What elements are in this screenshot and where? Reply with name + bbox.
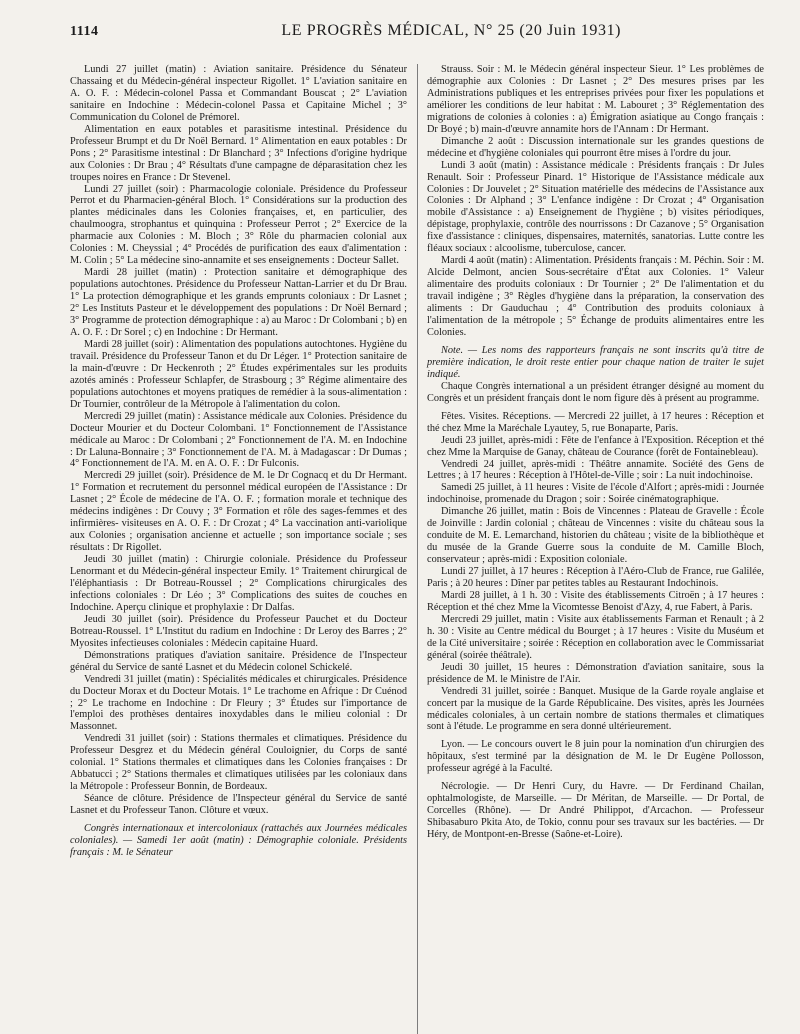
paragraph: Mardi 28 juillet, à 1 h. 30 : Visite des établissements Citroën ; à 17 heures : Réception et thé chez Mme la Vicomtesse Benoist d'Azy, 4, rue Fabert, à Paris.	[427, 589, 764, 613]
paragraph: Note. — Les noms des rapporteurs français ne sont inscrits qu'à titre de première indication, le droit reste entier pour chaque nation de traiter le sujet indiqué.	[427, 344, 764, 380]
paragraph: Nécrologie. — Dr Henri Cury, du Havre. — Dr Ferdinand Chailan, ophtalmologiste, de Marseille. — Dr Méritan, de Marseille. — Dr Portal, de Corcelles (Rhône). — Dr André Philippot, d'Arcachon. — Professeur Shibasaburo Pkita Ato, de Tokio, connu pour ses travaux sur les bactéries. — Dr Héry, de Montpont-en-Bresse (Saône-et-Loire).	[427, 781, 764, 841]
paragraph: Mardi 4 août (matin) : Alimentation. Présidents français : M. Péchin. Soir : M. Alcide Delmont, ancien Sous-secrétaire d'État aux Colonies. 1° Valeur alimentaire des produits coloniaux : Dr Tournier ; 2° De l'alimentation et du travail indigène ; 3° Règles d'hygiène dans la préparation, la conservation des aliments : Dr Gauduchau ; 4° Contribution des produits coloniaux à l'alimentation de la métropole ; 5° Échange de produits alimentaires entre les Colonies.	[427, 255, 764, 338]
paragraph: Jeudi 23 juillet, après-midi : Fête de l'enfance à l'Exposition. Réception et thé chez Mme la Marquise de Ganay, château de Courance (forêt de Fontainebleau).	[427, 434, 764, 458]
paragraph: Jeudi 30 juillet (matin) : Chirurgie coloniale. Présidence du Professeur Lenormant et du Médecin-général inspecteur Emily. 1° Traitement chirurgical de l'éléphantiasis : Dr Botreau-Roussel ; 2° Complications chirurgicales des infections coloniales : Dr Léo ; 3° Complications des suites de couches en Indochine. Aperçu clinique et prophylaxie : Dr Dalfas.	[70, 554, 407, 613]
paragraph: Jeudi 30 juillet, 15 heures : Démonstration d'aviation sanitaire, sous la présidence de M. le Ministre de l'Air.	[427, 661, 764, 685]
paragraph: Lundi 3 août (matin) : Assistance médicale : Présidents français : Dr Jules Renault. Soir : Professeur Pinard. 1° Historique de l'Assistance médicale aux Colonies : Dr Jouvelet ; 2° Situation matérielle des médecins de l'Assistance aux Colonies : Dr Alphand ; 3° L'enfance indigène : Dr Crozat ; 4° Organisation mobile d'Assistance : a) Enseignement de l'hygiène ; b) visites périodiques, dépistage, prophylaxie, contrôle des nourrissons : Dr Cazanove ; 5° Organisation fixe d'assistance : cliniques, dispensaires, maternités, sanatorias. Lutte contre les fléaux sociaux : alcoolisme, tuberculose, cancer.	[427, 159, 764, 255]
paragraph: Vendredi 31 juillet (matin) : Spécialités médicales et chirurgicales. Présidence du Docteur Morax et du Docteur Motais. 1° Le trachome en Afrique : Dr Cuénod ; 2° Le trachome en Indochine : Dr Fleury ; 3° Études sur l'importance de l'emploi des prothèses dentaires inoxydables dans le milieu colonial : Dr Massonnet.	[70, 673, 407, 733]
text-columns	[70, 64, 764, 859]
paragraph: Strauss. Soir : M. le Médecin général inspecteur Sieur. 1° Les problèmes de démographie aux Colonies : Dr Lasnet ; 2° Des mesures prises par les Administrations publiques et les entreprises privées pour fixer les populations et améliorer les conditions de leur habitat : M. Labouret ; 3° Réglementation des migrations de colonies à colonies : a) Émigration asiatique au Congo français : Dr Boyé ; b) main-d'œuvre annamite hors de l'Annam : Dr Hermant.	[427, 64, 764, 135]
paragraph: Mardi 28 juillet (soir) : Alimentation des populations autochtones. Hygiène du travail. Présidence du Professeur Tanon et du Dr Léger. 1° Protection sanitaire de la main-d'œuvre : Dr Heckenroth ; 2° Études expérimentales sur les produits azotés aminés : Professeur Schlapfer, de Strasbourg ; 3° Régime alimentaire des populations autochtones et moyens pratiques de remédier à la sous-alimentation : Dr Tournier, contrôleur de la Métropole à l'alimentation du colon.	[70, 338, 407, 410]
paragraph: Mercredi 29 juillet, matin : Visite aux établissements Farman et Renault ; à 2 h. 30 : Visite au Centre médical du Bourget ; à 17 heures : Visite du Muséum et de la Cité universitaire ; soirée : Réception en collaboration avec le Commissariat général (soirée théâtrale).	[427, 613, 764, 661]
paragraph: Dimanche 26 juillet, matin : Bois de Vincennes : Plateau de Gravelle : École de Joinville : Jardin colonial ; château de Vincennes : visite du château sous la conduite de M. E. Lemarchand, historien du château ; visite de la bibliothèque et du musée de la Grande Guerre sous la conduite de M. Camille Bloch, conservateur ; après-midi : Exposition coloniale.	[427, 506, 764, 566]
paragraph: Samedi 25 juillet, à 11 heures : Visite de l'école d'Alfort ; après-midi : Journée indochinoise, promenade du Dragon ; soir : Soirée cinématographique.	[427, 482, 764, 506]
paragraph: Séance de clôture. Présidence de l'Inspecteur général du Service de santé Lasnet et du Professeur Tanon. Clôture et vœux.	[70, 793, 407, 817]
running-header	[70, 22, 764, 48]
paragraph: Mardi 28 juillet (matin) : Protection sanitaire et démographique des populations autochtones. Présidence du Professeur Nattan-Larrier et du Dr Brau. 1° La protection démographique et les grands emprunts coloniaux : Dr Lasnet ; 2° Les Instituts Pasteur et le développement des populations : Dr Noël Bernard ; 3° Programme de protection démographique : a) au Maroc : Dr Colombani ; b) en A. O. F. : Dr Sorel ; c) en Indochine : Dr Hermant.	[70, 267, 407, 338]
paragraph: Mercredi 29 juillet (matin) : Assistance médicale aux Colonies. Présidence du Docteur Mourier et du Docteur Colombani. 1° Fonctionnement de l'Assistance médicale au Maroc : Dr Colombani ; 2° Fonctionnement de l'A. M. en Indochine : Dr Laluna-Bonnaire ; 3° Fonctionnement de l'A. M. à Madagascar : Dr Dumas ; 4° Fonctionnement de l'A. M. en A. O. F. : Dr Fulconis.	[70, 410, 407, 470]
paragraph: Chaque Congrès international a un président étranger désigné au moment du Congrès et un président français dont le nom figure dès à présent au programme.	[427, 380, 764, 404]
paragraph: Lyon. — Le concours ouvert le 8 juin pour la nomination d'un chirurgien des hôpitaux, s'est terminé par la désignation de M. le Dr Eugène Pollosson, professeur agrégé à la Faculté.	[427, 739, 764, 775]
journal-title: LE PROGRÈS MÉDICAL, N° 25 (20 Juin 1931)	[281, 22, 622, 39]
paragraph: Vendredi 31 juillet, soirée : Banquet. Musique de la Garde royale anglaise et concert par la musique de la Garde Républicaine. Des visites, après les Journées médicales coloniales, à un certain nombre de stations thermales et climatiques sont à l'étude. Le programme en sera donné ultérieurement.	[427, 685, 764, 733]
column-divider	[417, 64, 418, 1034]
paragraph: Lundi 27 juillet, à 17 heures : Réception à l'Aéro-Club de France, rue Galilée, Paris ; à 20 heures : Dîner par petites tables au Restaurant Indochinois.	[427, 566, 764, 590]
paragraph: Alimentation en eaux potables et parasitisme intestinal. Présidence du Professeur Brumpt et du Dr Noël Bernard. 1° Alimentation en eaux potables : Dr Pons ; 2° Parasitisme intestinal : Dr Blanchard ; 3° Infections d'origine hydrique aux Colonies : Dr Brau ; 4° Résultats d'une campagne de déparasitation chez les troupes noires en France : Dr Stevenel.	[70, 123, 407, 183]
paragraph: Mercredi 29 juillet (soir). Présidence de M. le Dr Cognacq et du Dr Hermant. 1° Formation et recrutement du personnel médical européen de l'Assistance : Dr Lasnet ; 2° École de médecine de l'A. O. F. ; formation morale et technique des médecins indigènes : Dr Couvy ; 3° Formation et rôle des sages-femmes et des infirmières- visiteuses en A. O. F. : Dr Crozat ; 4° La vaccination anti-variolique aux Colonies ; organisation ancienne et actuelle ; son importance sociale ; ses résultats : Dr Rigollet.	[70, 470, 407, 554]
paragraph: Lundi 27 juillet (matin) : Aviation sanitaire. Présidence du Sénateur Chassaing et du Médecin-général inspecteur Rigollet. 1° L'aviation sanitaire en A. O. F. : Médecin-colonel Passa et Commandant Bouscat ; 2° L'aviation sanitaire en Indochine : Médecin-colonel Passa et Capitaine Michel ; 3° Communication du Colonel de Prémorel.	[70, 64, 407, 123]
right-column	[427, 64, 764, 859]
left-column	[70, 64, 407, 859]
paragraph: Vendredi 24 juillet, après-midi : Théâtre annamite. Société des Gens de Lettres ; à 17 heures : Réception à l'Hôtel-de-Ville ; soir : La nuit indochinoise.	[427, 458, 764, 482]
page-number: 1114	[70, 24, 99, 39]
paragraph: Démonstrations pratiques d'aviation sanitaire. Présidence de l'Inspecteur général du Service de santé Lasnet et du Médecin colonel Schickelé.	[70, 649, 407, 673]
paragraph: Vendredi 31 juillet (soir) : Stations thermales et climatiques. Présidence du Professeur Desgrez et du Médecin général Couloignier, du Corps de santé colonial. 1° Stations thermales et climatiques dans les Colonies françaises : Dr Abbatucci ; 2° Stations thermales et climatiques utilisées par les coloniaux dans la Métropole : Professeur Bonnin, de Bordeaux.	[70, 733, 407, 793]
paragraph: Lundi 27 juillet (soir) : Pharmacologie coloniale. Présidence du Professeur Perrot et du Pharmacien-général Bloch. 1° Considérations sur la production des plantes médicinales dans les Colonies françaises, et, en particulier, des chaulmoogra, strophantus et quinquina : Professeur Perrot ; 2° Exercice de la pharmacie aux Colonies : M. Bloch ; 3° Rôle du pharmacien colonial aux Colonies : M. Cheyssial ; 4° Procédés de purification des eaux d'alimentation : M. Colin ; 5° La médecine sino-annamite et ses enseignements : Docteur Sallet.	[70, 183, 407, 267]
paragraph: Congrès internationaux et intercoloniaux (rattachés aux Journées médicales coloniales). — Samedi 1er août (matin) : Démographie coloniale. Présidents français : M. le Sénateur	[70, 823, 407, 858]
paragraph: Dimanche 2 août : Discussion internationale sur les grandes questions de médecine et d'hygiène coloniales qui pourront être mises à l'ordre du jour.	[427, 135, 764, 159]
paragraph: Fêtes. Visites. Réceptions. — Mercredi 22 juillet, à 17 heures : Réception et thé chez Mme la Maréchale Lyautey, 5, rue Bonaparte, Paris.	[427, 410, 764, 434]
paragraph: Jeudi 30 juillet (soir). Présidence du Professeur Pauchet et du Docteur Botreau-Roussel. 1° L'Institut du radium en Indochine : Dr Leroy des Barres ; 2° Myosites infectieuses coloniales : Médecin capitaine Huard.	[70, 613, 407, 649]
